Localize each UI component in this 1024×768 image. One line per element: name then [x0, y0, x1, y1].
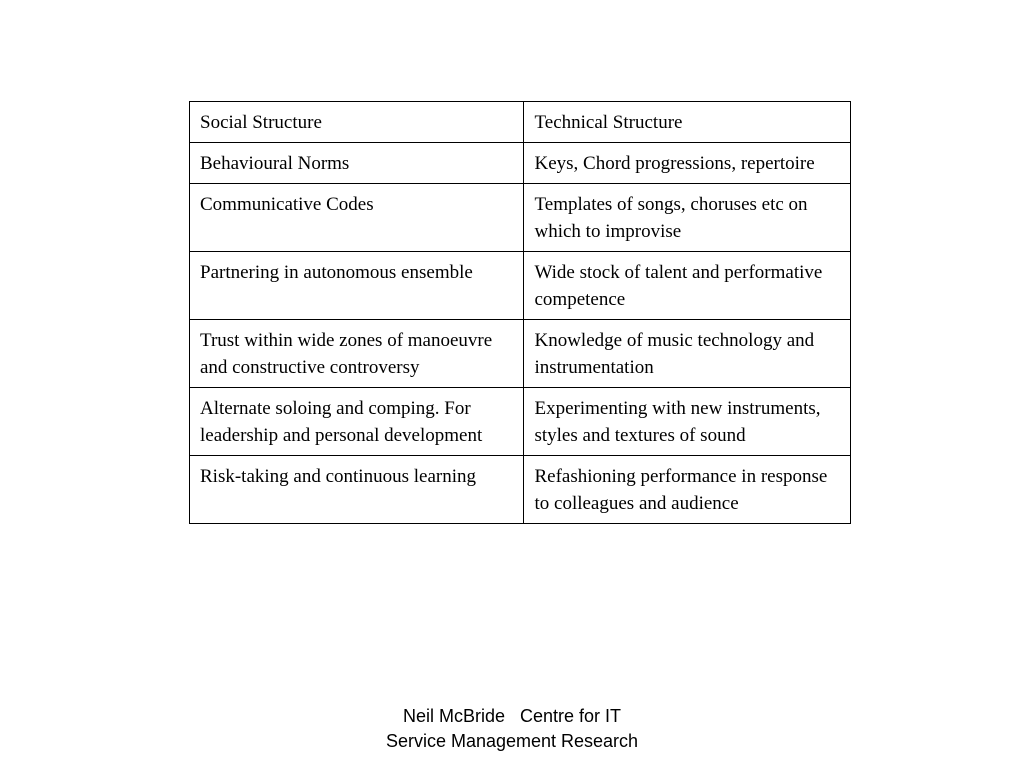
table-row [190, 143, 851, 184]
technical-cell: Knowledge of music technology and instrumentation [524, 320, 851, 388]
footer-credit [0, 704, 1024, 754]
social-cell: Communicative Codes [190, 184, 524, 252]
table-row [190, 388, 851, 456]
technical-cell: Refashioning performance in response to colleagues and audience [524, 456, 851, 524]
technical-cell: Templates of songs, choruses etc on which to improvise [524, 184, 851, 252]
social-cell: Risk-taking and continuous learning [190, 456, 524, 524]
social-cell: Alternate soloing and comping. For leadership and personal development [190, 388, 524, 456]
table-row [190, 252, 851, 320]
social-header-cell: Social Structure [190, 102, 524, 143]
technical-cell: Keys, Chord progressions, repertoire [524, 143, 851, 184]
social-cell: Trust within wide zones of manoeuvre and constructive controversy [190, 320, 524, 388]
technical-cell: Experimenting with new instruments, styles and textures of sound [524, 388, 851, 456]
table-row [190, 184, 851, 252]
social-cell: Behavioural Norms [190, 143, 524, 184]
social-cell: Partnering in autonomous ensemble [190, 252, 524, 320]
technical-header-cell: Technical Structure [524, 102, 851, 143]
table-row [190, 456, 851, 524]
structure-table [189, 101, 851, 524]
footer-line-centre: Service Management Research [385, 731, 639, 751]
table-row [190, 320, 851, 388]
footer-line-author: Neil McBride Centre for IT [402, 706, 622, 726]
table-row [190, 102, 851, 143]
technical-cell: Wide stock of talent and performative competence [524, 252, 851, 320]
